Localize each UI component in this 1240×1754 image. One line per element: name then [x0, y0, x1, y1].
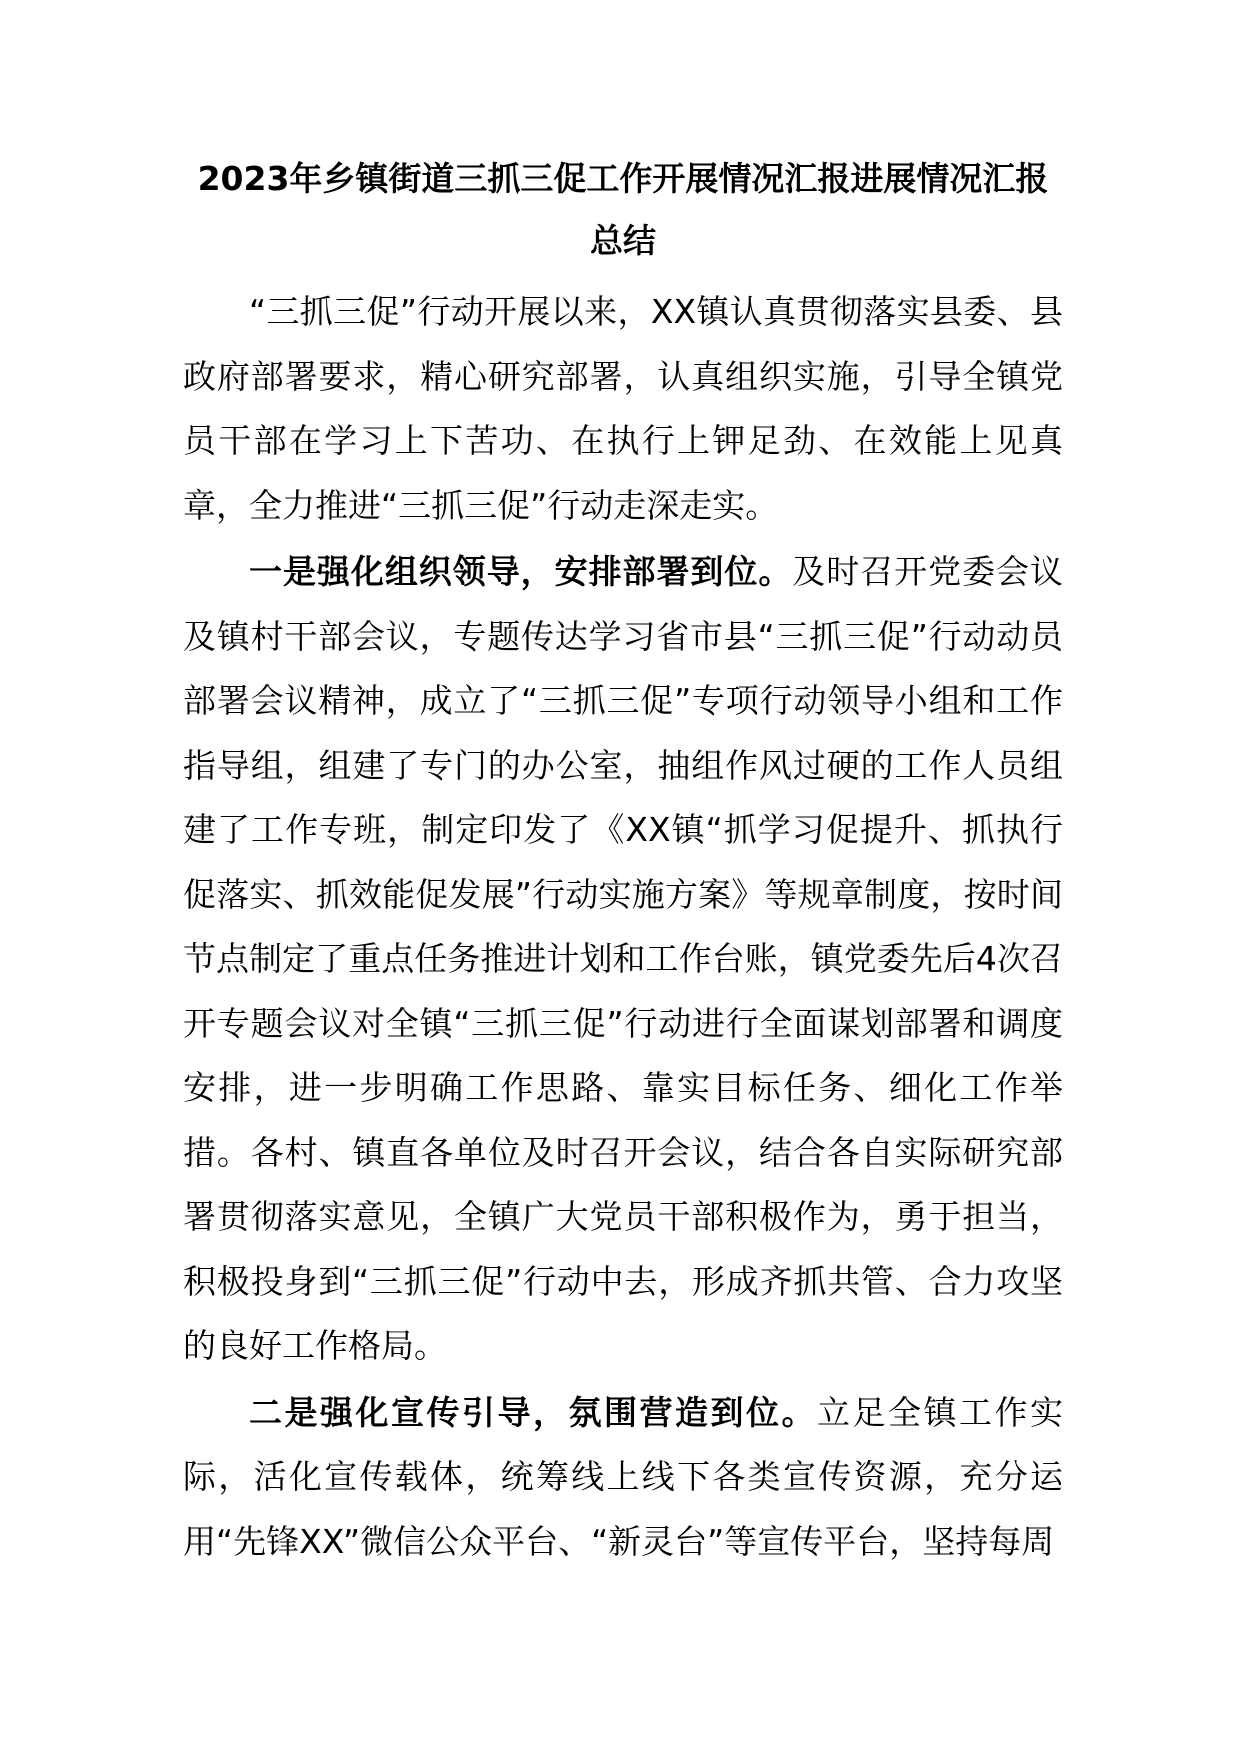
- document-page: [183, 148, 1063, 1576]
- paragraph-text: 及时召开党委会议及镇村干部会议，专题传达学习省市县“三抓三促”行动动员部署会议精神，成立了“三抓三促”专项行动领导小组和工作指导组，组建了专门的办公室，抽组作风过硬的工作人员组建了工作专班，制定印发了《XX镇“抓学习促提升、抓执行促落实、抓效能促发展”行动实施方案》等规章制度，按时间节点制定了重点任务推进计划和工作台账，镇党委先后4次召开专题会议对全镇“三抓三促”行动进行全面谋划部署和调度安排，进一步明确工作思路、靠实目标任务、细化工作举措。各村、镇直各单位及时召开会议，结合各自实际研究部署贯彻落实意见，全镇广大党员干部积极作为，勇于担当，积极投身到“三抓三促”行动中去，形成齐抓共管、合力攻坚的良好工作格局。: [183, 552, 1064, 1365]
- title-line-2: 总结: [590, 221, 656, 260]
- paragraph-publicity: [183, 1381, 1063, 1575]
- paragraph-intro: [183, 280, 1063, 538]
- document-title: [183, 148, 1063, 272]
- paragraph-lead: 一是强化组织领导，安排部署到位。: [249, 552, 793, 591]
- paragraph-text: “三抓三促”行动开展以来，XX镇认真贯彻落实县委、县政府部署要求，精心研究部署，认真组织实施，引导全镇党员干部在学习上下苦功、在执行上钾足劲、在效能上见真章，全力推进“三抓三促”行动走深走实。: [183, 292, 1063, 525]
- paragraph-lead: 二是强化宣传引导，氛围营造到位。: [249, 1392, 817, 1432]
- paragraph-organization: [183, 540, 1063, 1379]
- title-line-1: 2023年乡镇街道三抓三促工作开展情况汇报进展情况汇报: [197, 159, 1049, 198]
- paragraph-text: 立足全镇工作实际，活化宣传载体，统筹线上线下各类宣传资源，充分运用“先锋XX”微信公众平台、“新灵台”等宣传平台，坚持每周: [183, 1392, 1063, 1561]
